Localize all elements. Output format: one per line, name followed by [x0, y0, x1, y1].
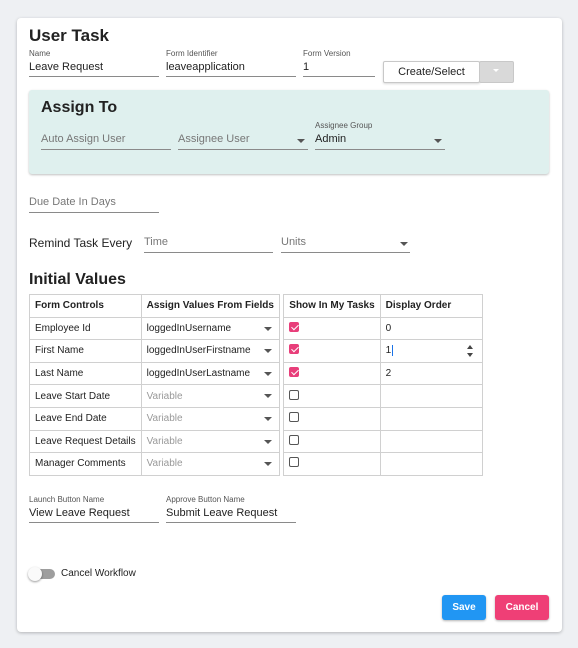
show-in-my-tasks-cell: [284, 385, 380, 408]
assign-field-select[interactable]: [141, 430, 279, 453]
display-order-inner[interactable]: [386, 318, 477, 340]
chevron-down-icon: [264, 394, 272, 398]
chevron-down-icon: [264, 440, 272, 444]
table-row: [30, 453, 483, 476]
assignee-user-underline: [178, 149, 308, 150]
assign-field-select[interactable]: [141, 317, 279, 340]
assign-field-value: loggedInUserLastname: [146, 368, 251, 380]
display-order-input[interactable]: [380, 362, 482, 385]
auto-assign-underline: [41, 149, 171, 150]
form-identifier-label: Form Identifier: [166, 49, 218, 58]
create-select-dropdown-button[interactable]: [479, 61, 514, 83]
launch-button-underline: [29, 522, 159, 523]
user-task-dialog: [17, 18, 562, 632]
display-order-inner[interactable]: [386, 385, 477, 407]
show-in-my-tasks-checkbox[interactable]: [289, 322, 299, 332]
table-header-row: [30, 295, 483, 318]
form-identifier-input[interactable]: leaveapplication: [166, 61, 245, 73]
assign-field-select-inner[interactable]: [147, 453, 274, 475]
assign-field-select[interactable]: [141, 340, 279, 363]
chevron-down-icon: [264, 349, 272, 353]
header-display-order: Display Order: [380, 295, 482, 318]
assign-field-value: Variable: [146, 413, 183, 425]
launch-button-name-label: Launch Button Name: [29, 495, 105, 504]
chevron-down-icon: [264, 327, 272, 331]
assign-field-select[interactable]: [141, 453, 279, 476]
remind-task-label: Remind Task Every: [29, 236, 133, 250]
show-in-my-tasks-checkbox[interactable]: [289, 435, 299, 445]
form-control-name: Last Name: [30, 362, 142, 385]
auto-assign-user-input[interactable]: Auto Assign User: [41, 133, 126, 145]
remind-units-select[interactable]: Units: [281, 236, 307, 248]
display-order-value: 0: [385, 322, 392, 334]
chevron-down-icon: [297, 139, 305, 143]
show-in-my-tasks-cell: [284, 362, 380, 385]
due-date-underline: [29, 212, 159, 213]
display-order-value: 1: [385, 345, 392, 357]
form-version-label: Form Version: [303, 49, 351, 58]
display-order-inner[interactable]: [386, 340, 477, 362]
chevron-down-icon: [264, 462, 272, 466]
table-row: [30, 317, 483, 340]
dialog-title: User Task: [29, 26, 110, 45]
launch-button-name-input[interactable]: View Leave Request: [29, 507, 130, 519]
name-label: Name: [29, 49, 51, 58]
remind-units-underline: [281, 252, 410, 253]
chevron-down-icon: [264, 417, 272, 421]
name-input[interactable]: Leave Request: [29, 61, 103, 73]
due-date-input[interactable]: Due Date In Days: [29, 196, 116, 208]
assign-field-select[interactable]: [141, 385, 279, 408]
form-version-underline: [303, 76, 375, 77]
assign-to-title: Assign To: [41, 99, 118, 116]
show-in-my-tasks-cell: [284, 453, 380, 476]
form-identifier-underline: [166, 76, 296, 77]
table-row: [30, 407, 483, 430]
cancel-button[interactable]: Cancel: [495, 595, 549, 620]
assign-field-value: loggedInUserFirstname: [146, 345, 251, 357]
save-button[interactable]: Save: [442, 595, 486, 620]
table-row: [30, 385, 483, 408]
assign-field-select-inner[interactable]: [147, 408, 274, 430]
display-order-inner[interactable]: [386, 363, 477, 385]
form-control-name: Manager Comments: [30, 453, 142, 476]
chevron-down-icon: [434, 139, 442, 143]
show-in-my-tasks-cell: [284, 407, 380, 430]
stepper-up-icon[interactable]: [467, 345, 473, 349]
show-in-my-tasks-cell: [284, 317, 380, 340]
approve-button-underline: [166, 522, 296, 523]
show-in-my-tasks-checkbox[interactable]: [289, 390, 299, 400]
display-order-input[interactable]: [380, 407, 482, 430]
assign-field-value: loggedInUsername: [146, 322, 232, 334]
assign-field-select-inner[interactable]: [147, 431, 274, 453]
assign-field-select[interactable]: [141, 407, 279, 430]
table-row: [30, 430, 483, 453]
display-order-inner[interactable]: [386, 453, 477, 475]
assign-field-select-inner[interactable]: [147, 363, 274, 385]
assign-field-value: Variable: [146, 435, 183, 447]
display-order-inner[interactable]: [386, 408, 477, 430]
table-row: [30, 362, 483, 385]
assignee-user-select[interactable]: Assignee User: [178, 133, 250, 145]
display-order-input[interactable]: [380, 317, 482, 340]
table-row: [30, 340, 483, 363]
assign-field-select-inner[interactable]: [147, 385, 274, 407]
assign-field-select-inner[interactable]: [147, 340, 274, 362]
chevron-down-icon: [400, 242, 408, 246]
name-underline: [29, 76, 159, 77]
show-in-my-tasks-checkbox[interactable]: [289, 344, 299, 354]
display-order-inner[interactable]: [386, 431, 477, 453]
cancel-workflow-label: Cancel Workflow: [61, 568, 136, 579]
show-in-my-tasks-checkbox[interactable]: [289, 367, 299, 377]
header-show-in-my-tasks: Show In My Tasks: [284, 295, 380, 318]
chevron-down-icon: [264, 372, 272, 376]
assign-field-value: Variable: [146, 390, 183, 402]
show-in-my-tasks-checkbox[interactable]: [289, 412, 299, 422]
header-form-controls: Form Controls: [30, 295, 142, 318]
show-in-my-tasks-cell: [284, 430, 380, 453]
remind-time-underline: [144, 252, 273, 253]
assign-field-select[interactable]: [141, 362, 279, 385]
form-control-name: Leave Start Date: [30, 385, 142, 408]
chevron-down-icon: [493, 69, 499, 72]
show-in-my-tasks-cell: [284, 340, 380, 363]
display-order-input[interactable]: [380, 453, 482, 476]
form-control-name: Leave End Date: [30, 407, 142, 430]
show-in-my-tasks-checkbox[interactable]: [289, 457, 299, 467]
assign-field-select-inner[interactable]: [147, 318, 274, 340]
display-order-input[interactable]: [380, 430, 482, 453]
display-order-input[interactable]: [380, 340, 482, 363]
assignee-group-label: Assignee Group: [315, 121, 373, 130]
text-cursor: [392, 345, 393, 356]
cancel-workflow-toggle-knob[interactable]: [28, 567, 42, 581]
assignee-group-underline: [315, 149, 445, 150]
initial-values-title: Initial Values: [29, 271, 126, 288]
create-select-button[interactable]: Create/Select: [383, 61, 480, 83]
remind-time-input[interactable]: Time: [144, 236, 169, 248]
number-stepper-icon[interactable]: [467, 345, 474, 357]
approve-button-name-label: Approve Button Name: [166, 495, 245, 504]
initial-values-table: [29, 294, 483, 476]
form-control-name: First Name: [30, 340, 142, 363]
assign-to-panel: [29, 90, 549, 174]
display-order-input[interactable]: [380, 385, 482, 408]
header-assign-values: Assign Values From Fields: [141, 295, 279, 318]
assignee-group-select[interactable]: Admin: [315, 133, 347, 145]
approve-button-name-input[interactable]: Submit Leave Request: [166, 507, 278, 519]
form-version-input[interactable]: 1: [303, 61, 310, 73]
display-order-value: 2: [385, 368, 392, 380]
form-control-name: Leave Request Details: [30, 430, 142, 453]
form-control-name: Employee Id: [30, 317, 142, 340]
assign-field-value: Variable: [146, 458, 183, 470]
stepper-down-icon[interactable]: [467, 353, 473, 357]
